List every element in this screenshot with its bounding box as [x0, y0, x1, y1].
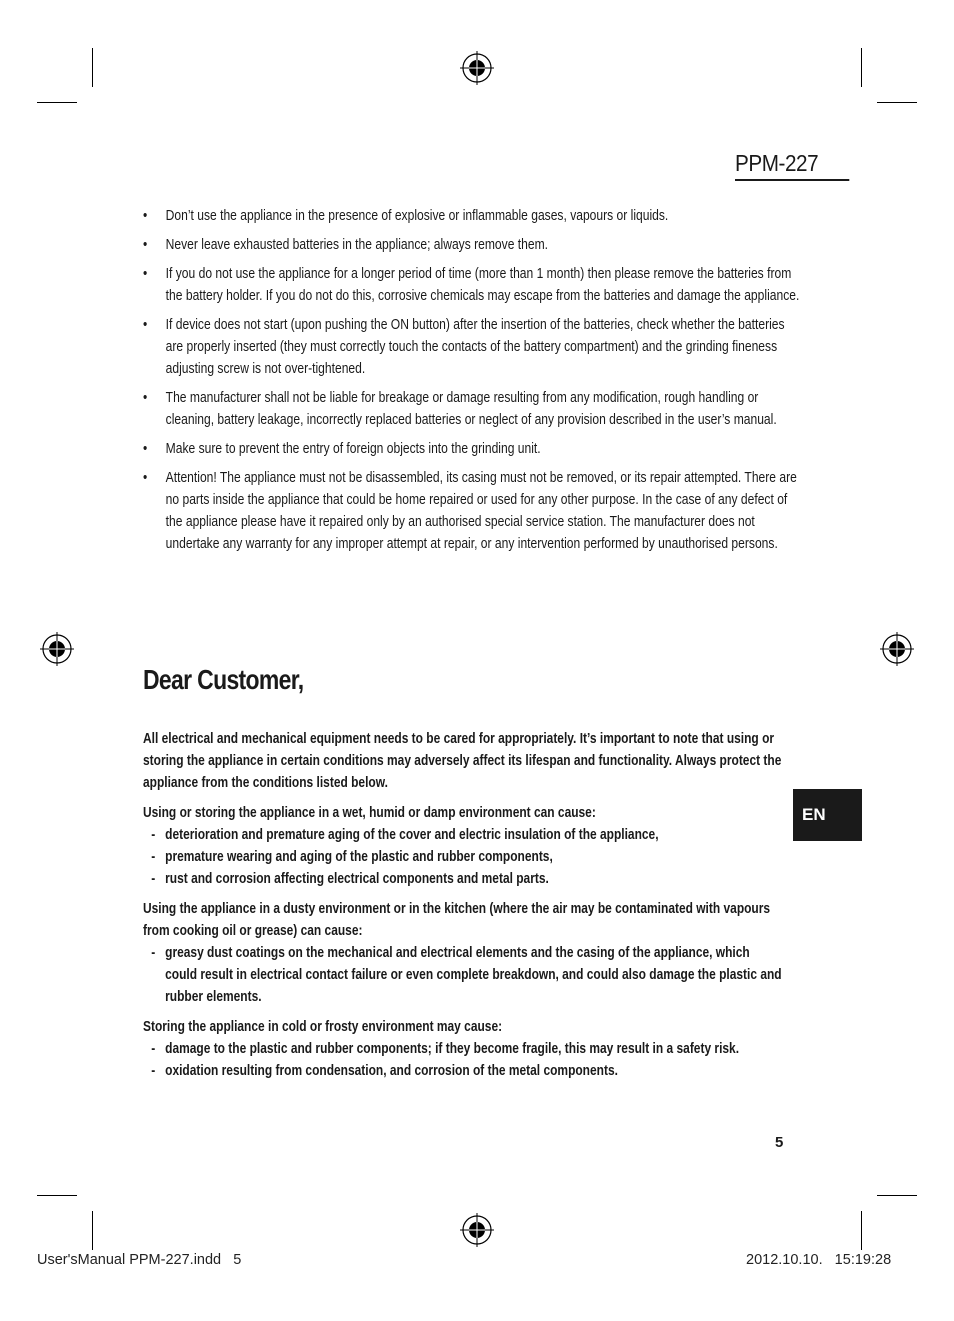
slug-filename: User'sManual PPM-227.indd 5 [37, 1252, 242, 1268]
condition-list [143, 824, 783, 890]
page-number: 5 [775, 1134, 784, 1151]
dash: - [151, 1063, 156, 1079]
warning-text: Attention! The appliance must not be disassembled, its casing must not be removed, or its repair attempted. There are no parts inside the appliance that could be home repaired or used for any other purpose. In the case of any defect of the appliance please have it repaired only by an authorised special service station. The manufacturer does not undertake any warranty for any improper attempt at repair, or any intervention performed by unauthorised persons. [165, 470, 797, 552]
intro-paragraph: All electrical and mechanical equipment needs to be cared for appropriately. It’s important to note that using or storing the appliance in certain conditions may adversely affect its lifespan and functionality. Always protect the appliance from the conditions listed below. [143, 731, 782, 791]
language-tab: EN [793, 789, 862, 841]
bullet: • [143, 266, 148, 282]
list-item [143, 467, 804, 555]
crop-mark [877, 1195, 917, 1196]
bullet: • [143, 390, 148, 406]
dash: - [151, 945, 156, 961]
condition-text: premature wearing and aging of the plastic and rubber components, [165, 849, 553, 865]
warning-text: Make sure to prevent the entry of foreign objects into the grinding unit. [165, 441, 541, 457]
registration-mark-icon [40, 632, 74, 666]
dash: - [151, 849, 156, 865]
bullet: • [143, 317, 148, 333]
bullet: • [143, 441, 148, 457]
list-item [143, 205, 804, 227]
condition-text: greasy dust coatings on the mechanical and electrical elements and the casing of the appliance, which could result in electrical contact failure or even complete breakdown, and could also damage the plastic and rubber elements. [165, 945, 782, 1005]
slug-timestamp: 2012.10.10. 15:19:28 [746, 1252, 892, 1268]
bullet: • [143, 237, 148, 253]
list-item [143, 438, 804, 460]
crop-mark [37, 1195, 77, 1196]
registration-mark-icon [460, 1213, 494, 1247]
list-item [143, 1060, 783, 1082]
list-item [143, 1038, 783, 1060]
model-header: PPM-227 [735, 150, 849, 181]
condition-group [143, 802, 783, 890]
condition-group [143, 898, 783, 1008]
section-heading: Dear Customer, [143, 664, 304, 695]
warnings-list [143, 205, 823, 562]
list-item [143, 234, 804, 256]
dash: - [151, 1041, 156, 1057]
crop-mark [37, 102, 77, 103]
warning-text: If device does not start (upon pushing the ON button) after the insertion of the batteries, check whether the batteries are properly inserted (they must correctly touch the contacts of the battery compartment) and the grinding fineness adjusting screw is not over-tightened. [165, 317, 785, 377]
condition-title: Using or storing the appliance in a wet, humid or damp environment can cause: [143, 805, 596, 821]
crop-mark [861, 48, 862, 87]
condition-list [143, 942, 783, 1008]
list-item [143, 263, 804, 307]
registration-mark-icon [880, 632, 914, 666]
condition-text: rust and corrosion affecting electrical components and metal parts. [165, 871, 549, 887]
list-item [143, 314, 804, 380]
condition-title: Using the appliance in a dusty environment or in the kitchen (where the air may be contaminated with vapours from cooking oil or grease) can cause: [143, 901, 771, 939]
warning-text: If you do not use the appliance for a longer period of time (more than 1 month) then please remove the batteries from the battery holder. If you do not do this, corrosive chemicals may escape from the batteries and damage the appliance. [165, 266, 800, 304]
list-item [143, 387, 804, 431]
crop-mark [877, 102, 917, 103]
condition-text: damage to the plastic and rubber components; if they become fragile, this may result in a safety risk. [165, 1041, 740, 1057]
list-item [143, 846, 783, 868]
dash: - [151, 871, 156, 887]
condition-group [143, 1016, 783, 1082]
list-item [143, 868, 783, 890]
warning-text: The manufacturer shall not be liable for breakage or damage resulting from any modification, rough handling or cleaning, battery leakage, incorrectly replaced batteries or neglect of any provision described in the user’s manual. [165, 390, 777, 428]
condition-list [143, 1038, 783, 1082]
crop-mark [861, 1211, 862, 1250]
condition-title: Storing the appliance in cold or frosty environment may cause: [143, 1019, 503, 1035]
condition-text: oxidation resulting from condensation, and corrosion of the metal components. [165, 1063, 618, 1079]
bullet: • [143, 470, 148, 486]
warning-text: Don’t use the appliance in the presence of explosive or inflammable gases, vapours or liquids. [165, 208, 669, 224]
list-item [143, 942, 783, 1008]
care-section [143, 728, 903, 1090]
crop-mark [92, 48, 93, 87]
dash: - [151, 827, 156, 843]
condition-text: deterioration and premature aging of the cover and electric insulation of the appliance, [165, 827, 659, 843]
list-item [143, 824, 783, 846]
registration-mark-icon [460, 51, 494, 85]
crop-mark [92, 1211, 93, 1250]
bullet: • [143, 208, 148, 224]
warning-text: Never leave exhausted batteries in the appliance; always remove them. [165, 237, 549, 253]
